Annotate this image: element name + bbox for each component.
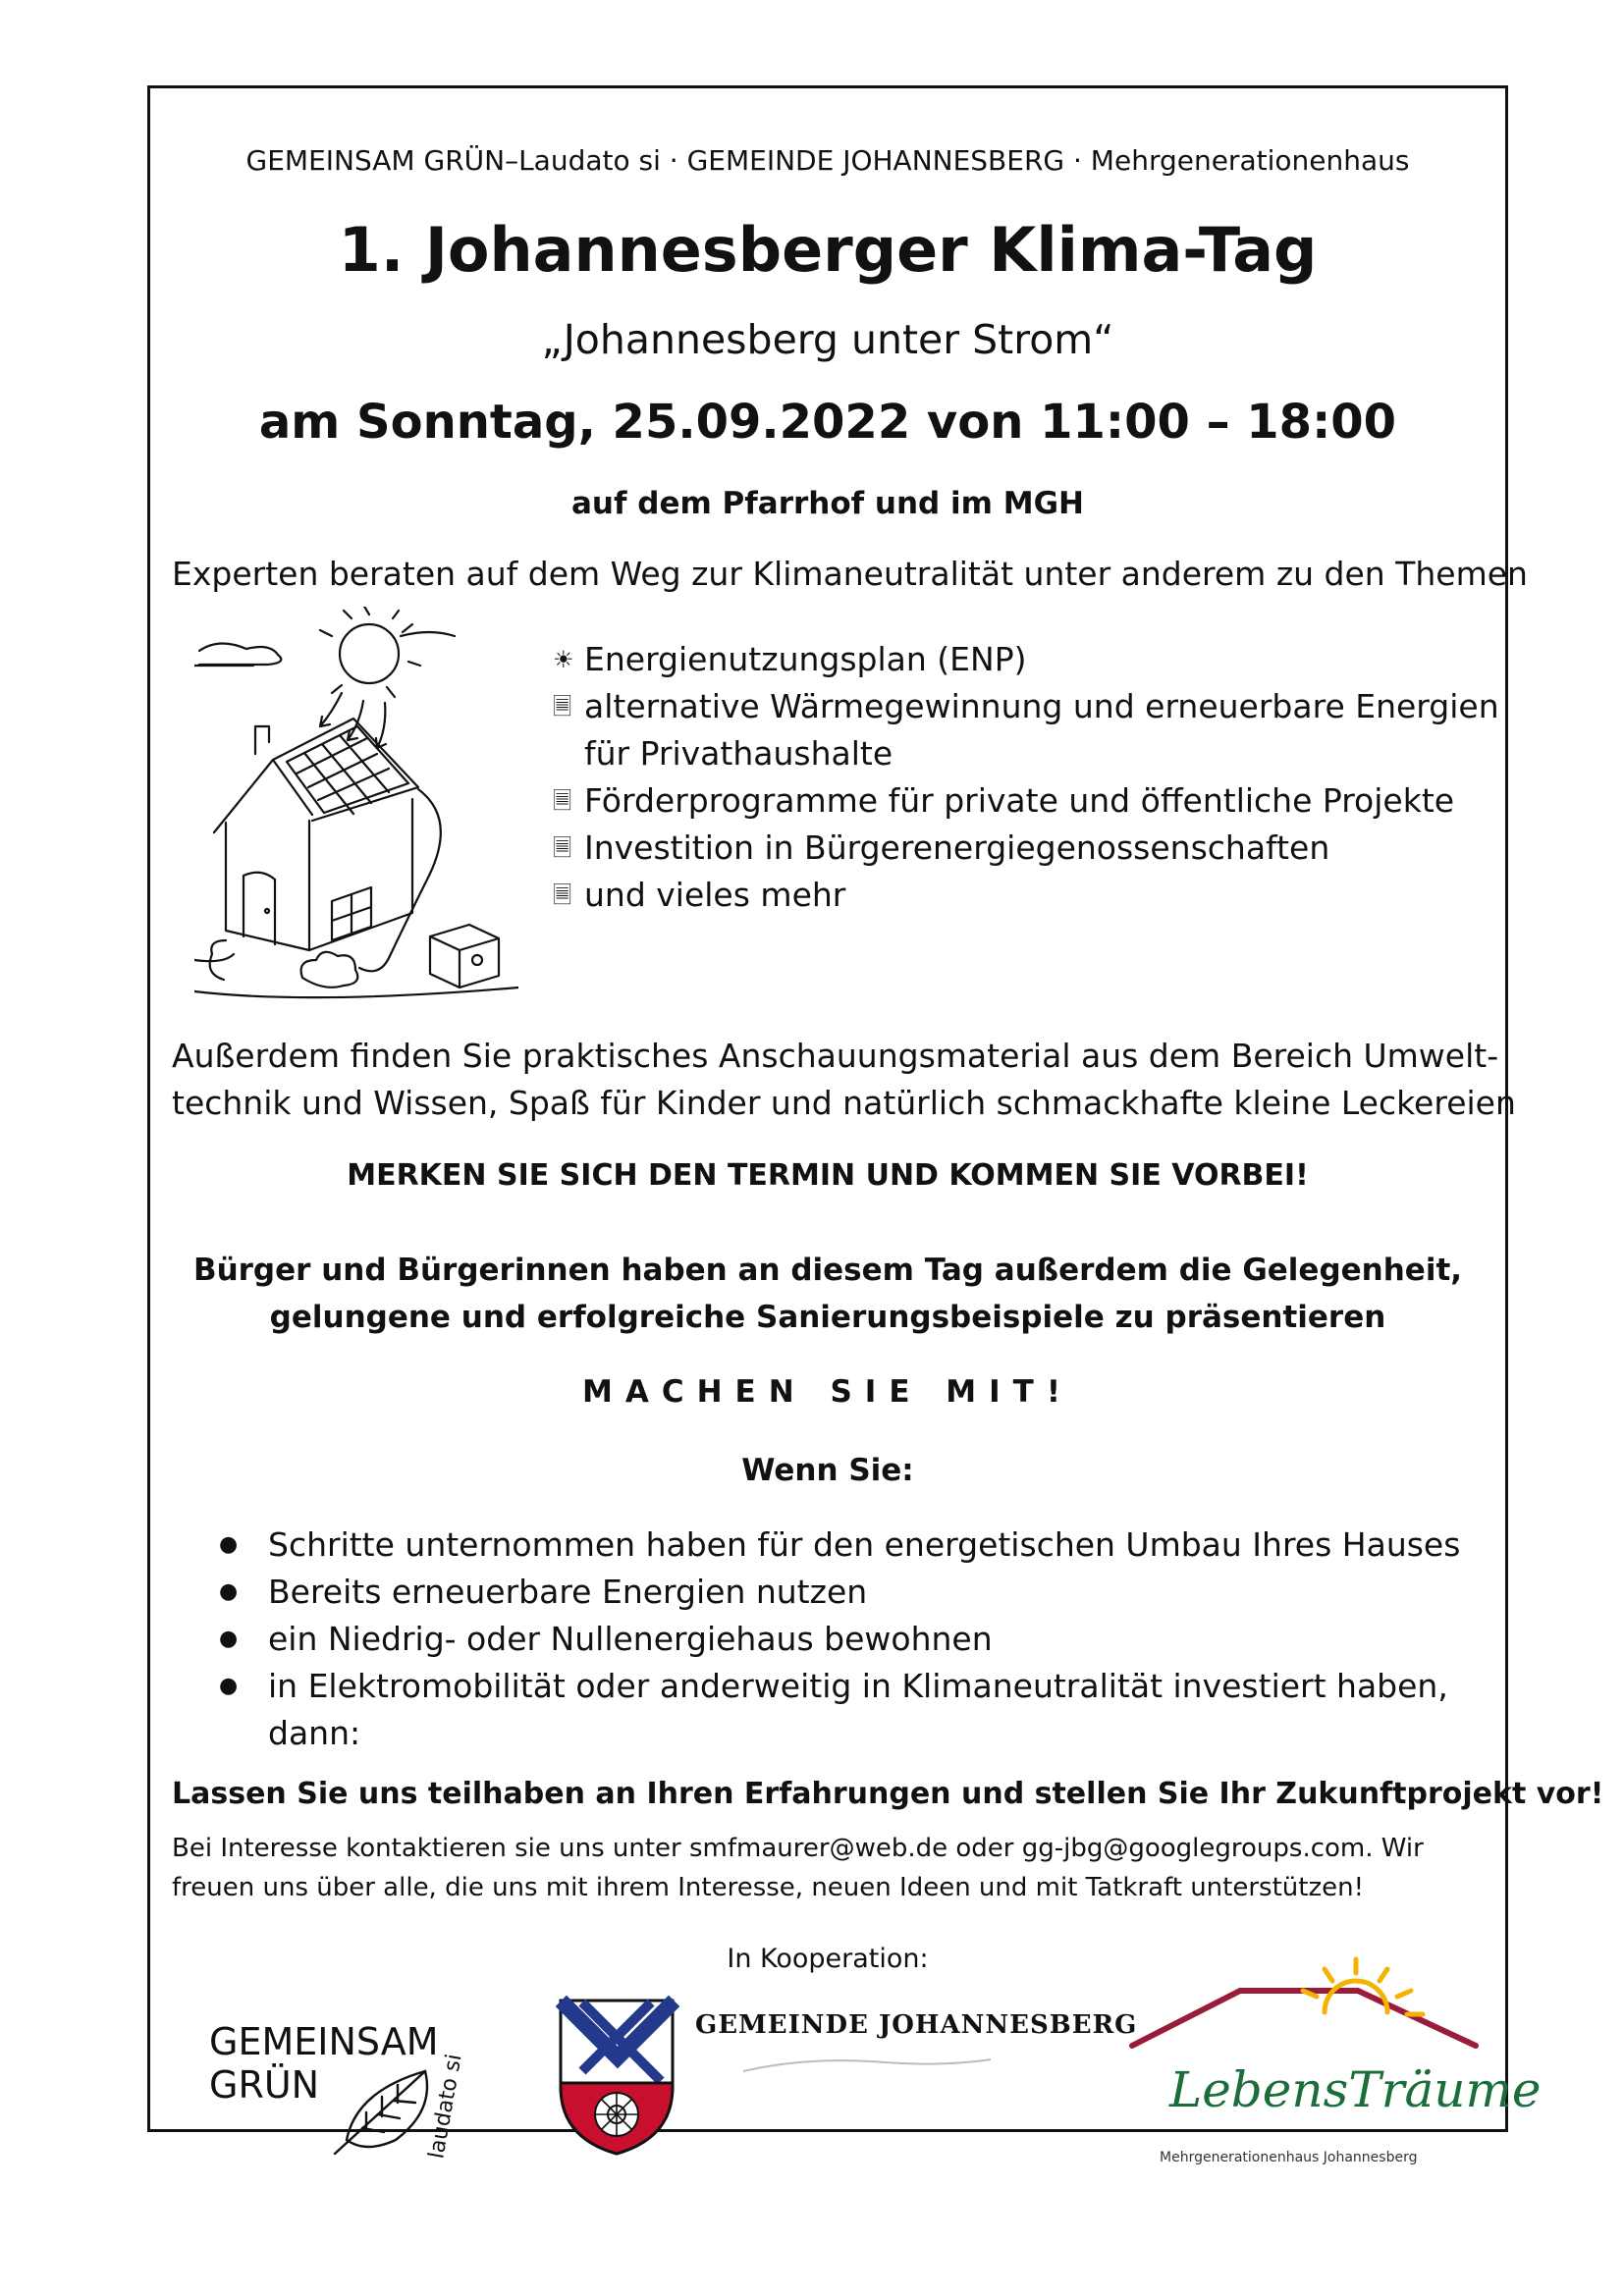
if-you-heading: Wenn Sie: (741, 1453, 914, 1488)
gg-tagline: laudato si (424, 2052, 467, 2162)
event-date: am Sonntag, 25.09.2022 von 11:00 – 18:00 (258, 395, 1397, 450)
conditions-list (219, 1522, 1460, 1757)
mgh-wordmark: LebensTräume (1169, 2061, 1542, 2118)
event-venue: auf dem Pfarrhof und im MGH (570, 486, 1084, 521)
event-title: 1. Johannesberger Klima-Tag (338, 214, 1318, 286)
gemeinsam-gruen-logo (209, 1993, 494, 2179)
topic-item: ☀ Energienutzungsplan (ENP) (553, 636, 1499, 683)
join-heading: MACHEN SIE MIT! (582, 1374, 1073, 1410)
condition-item: ● ein Niedrig- oder Nullenergiehaus bewohnen (219, 1616, 1460, 1663)
condition-item: ● Bereits erneuerbare Energien nutzen (219, 1569, 1460, 1616)
contact-paragraph: Bei Interesse kontaktieren sie uns unter smfmaurer@web.de oder gg-jbg@googlegroups.com. Wir freuen uns über alle, die uns mit ihrem Interesse, neuen Ideen und mit Tatkraft unterstützen! (172, 1834, 1424, 1902)
organizers-line: GEMEINSAM GRÜN–Laudato si · GEMEINDE JOHANNESBERG · Mehrgenerationenhaus (245, 144, 1410, 177)
topic-item: 🗏 alternative Wärmegewinnung und erneuerbare Energien (553, 683, 1499, 730)
condition-item: ● Schritte unternommen haben für den energetischen Umbau Ihres Hauses (219, 1522, 1460, 1569)
topic-item-continuation: für Privathaushalte (584, 734, 893, 773)
document-icon: 🗏 (553, 881, 572, 909)
topics-list (553, 636, 1499, 919)
document-icon: 🗏 (553, 834, 572, 862)
gg-logo-line2: GRÜN (209, 2063, 320, 2107)
gg-logo-line1: GEMEINSAM (209, 2020, 439, 2063)
sun-icon: ☀ (553, 646, 574, 673)
save-the-date-callout: MERKEN SIE SICH DEN TERMIN UND KOMMEN SIE VORBEI! (347, 1158, 1309, 1193)
citizens-paragraph: Bürger und Bürgerinnen haben an diesem Tag außerdem die Gelegenheit, gelungene und erfolgreiche Sanierungsbeispiele zu präsentieren (192, 1253, 1463, 1335)
condition-item-continuation: dann: (268, 1714, 361, 1752)
lebenstraeume-logo (1122, 1953, 1542, 2179)
decorative-swoosh (739, 2052, 995, 2081)
roof-sun-icon (1122, 1953, 1495, 2071)
document-icon: 🗏 (553, 787, 572, 815)
extra-paragraph: Außerdem finden Sie praktisches Anschauungsmaterial aus dem Bereich Umwelt- technik und Wissen, Spaß für Kinder und natürlich schmackhafte kleine Leckereien (172, 1037, 1516, 1122)
coat-of-arms-icon (553, 1993, 680, 2160)
topic-item: 🗏 und vieles mehr (553, 872, 1499, 919)
municipality-name: GEMEINDE JOHANNESBERG (695, 2010, 1138, 2040)
leaf-icon (209, 1993, 494, 2179)
share-call: Lassen Sie uns teilhaben an Ihren Erfahrungen und stellen Sie Ihr Zukunftprojekt vor! (172, 1777, 1604, 1811)
intro-text: Experten beraten auf dem Weg zur Klimaneutralität unter anderem zu den Themen (172, 555, 1528, 593)
solar-house-illustration (194, 607, 518, 1009)
flyer-frame (147, 85, 1604, 2165)
document-icon: 🗏 (553, 693, 572, 721)
condition-item: ● in Elektromobilität oder anderweitig in Klimaneutralität investiert haben, (219, 1663, 1460, 1710)
gemeinde-johannesberg-logo (553, 1993, 1142, 2169)
topic-item: 🗏 Investition in Bürgerenergiegenossenschaften (553, 825, 1499, 872)
event-subtitle: „Johannesberg unter Strom“ (541, 316, 1114, 363)
mgh-subtitle: Mehrgenerationenhaus Johannesberg (1160, 2150, 1418, 2165)
cooperation-label: In Kooperation: (727, 1944, 929, 1974)
topic-item: 🗏 Förderprogramme für private und öffentliche Projekte (553, 777, 1499, 825)
